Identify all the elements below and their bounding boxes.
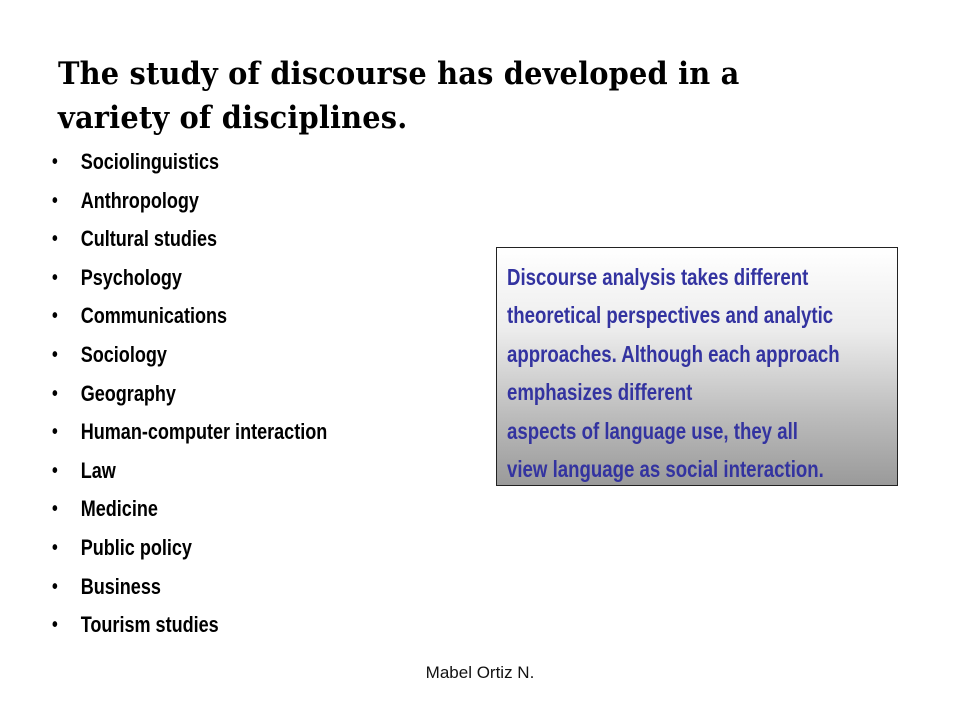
- discipline-label: Psychology: [80, 264, 182, 290]
- list-item: [52, 529, 327, 568]
- discipline-label: Sociology: [80, 341, 167, 367]
- discipline-label: Communications: [80, 303, 228, 329]
- bullet-icon: •: [52, 536, 58, 559]
- discipline-label: Public policy: [80, 534, 192, 560]
- bullet-icon: •: [52, 614, 58, 637]
- discipline-label: Tourism studies: [80, 612, 219, 638]
- bullet-icon: •: [52, 382, 58, 405]
- list-item: [52, 220, 327, 259]
- bullet-icon: •: [52, 575, 58, 598]
- callout-line: theoretical perspectives and analytic: [507, 302, 834, 329]
- callout-line: emphasizes different: [507, 379, 693, 406]
- list-item: [52, 143, 327, 182]
- callout-line: approaches. Although each approach: [507, 340, 840, 367]
- list-item: [52, 568, 327, 607]
- discipline-label: Anthropology: [80, 187, 199, 213]
- discipline-label: Business: [80, 573, 161, 599]
- bullet-icon: •: [52, 305, 58, 328]
- list-item: [52, 259, 327, 298]
- list-item: [52, 413, 327, 452]
- bullet-icon: •: [52, 228, 58, 251]
- callout-line: aspects of language use, they all: [507, 417, 798, 444]
- list-item: [52, 297, 327, 336]
- bullet-icon: •: [52, 421, 58, 444]
- bullet-icon: •: [52, 459, 58, 482]
- bullet-icon: •: [52, 266, 58, 289]
- footer-author: Mabel Ortiz N.: [425, 663, 535, 682]
- list-item: [52, 182, 327, 221]
- callout-line: view language as social interaction.: [507, 456, 824, 483]
- callout-line: Discourse analysis takes different: [507, 264, 809, 290]
- discipline-label: Human-computer interaction: [80, 419, 328, 445]
- slide-title: The study of discourse has developed in a variety of disciplines.: [58, 56, 740, 136]
- list-item: [52, 490, 327, 529]
- list-item: [52, 606, 327, 645]
- list-item: [52, 375, 327, 414]
- disciplines-list: [52, 143, 388, 645]
- callout-box: [496, 247, 898, 486]
- bullet-icon: •: [52, 151, 58, 173]
- discipline-label: Cultural studies: [80, 226, 218, 252]
- list-item: [52, 336, 327, 375]
- discipline-label: Law: [80, 457, 116, 483]
- bullet-icon: •: [52, 189, 58, 212]
- bullet-icon: •: [52, 343, 58, 366]
- bullet-icon: •: [52, 498, 58, 521]
- callout-text: [507, 258, 888, 486]
- discipline-label: Geography: [80, 380, 176, 406]
- discipline-label: Medicine: [80, 496, 158, 522]
- list-item: [52, 452, 327, 491]
- discipline-label: Sociolinguistics: [80, 149, 220, 174]
